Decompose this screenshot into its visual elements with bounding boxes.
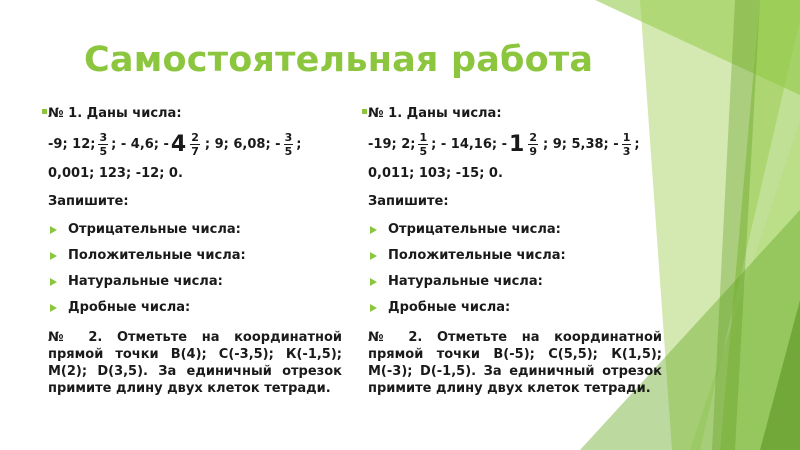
- fraction-denominator: 3: [622, 144, 631, 158]
- fraction: [622, 131, 632, 158]
- numbers-text: ;: [634, 136, 640, 152]
- arrow-bullet-icon: [50, 252, 57, 260]
- arrow-bullet-icon: [50, 304, 57, 312]
- list-item: [48, 269, 342, 295]
- arrow-bullet-icon: [370, 278, 377, 286]
- fraction-denominator: 5: [284, 144, 293, 158]
- task-2-text: № 2. Отметьте на координатной прямой точки В(-5); С(5,5); К(1,5); М(-3); D(-1,5). За единичный отрезок примите длину двух клеток тетради.: [368, 330, 662, 396]
- arrow-bullet-icon: [370, 252, 377, 260]
- list-item: [368, 217, 662, 243]
- fraction: [528, 131, 538, 158]
- task-2-text: № 2. Отметьте на координатной прямой точки В(4); С(-3,5); К(-1,5); М(2); D(3,5). За единичный отрезок примите длину двух клеток тетради.: [48, 330, 342, 396]
- numbers-text: ; 9; 5,38; -: [542, 136, 619, 152]
- fraction: [190, 131, 200, 158]
- fraction: [98, 131, 108, 158]
- mixed-number: [171, 131, 203, 158]
- list-item-text: Натуральные числа:: [68, 274, 223, 289]
- numbers-line-1: [368, 125, 662, 163]
- mixed-number: [509, 131, 541, 158]
- fraction-denominator: 7: [191, 144, 199, 158]
- mixed-whole: 4: [170, 131, 187, 157]
- list-item: [48, 295, 342, 321]
- fraction-numerator: 3: [284, 130, 293, 144]
- numbers-text: ; 9; 6,08; -: [204, 136, 281, 152]
- list-item-text: Положительные числа:: [388, 248, 566, 263]
- list-item-text: Отрицательные числа:: [388, 222, 561, 237]
- variant-1-column: [48, 103, 342, 397]
- arrow-bullet-icon: [50, 278, 57, 286]
- numbers-text: ; - 14,16; -: [431, 136, 508, 152]
- numbers-line-2: 0,011; 103; -15; 0.: [368, 166, 503, 181]
- numbers-line-1: [48, 125, 342, 163]
- list-item: [48, 243, 342, 269]
- list-item: [48, 217, 342, 243]
- page-title: Самостоятельная работа: [84, 40, 594, 80]
- numbers-text: ; - 4,6; -: [111, 136, 169, 152]
- list-item-text: Положительные числа:: [68, 248, 246, 263]
- mixed-whole: 1: [509, 131, 525, 157]
- list-item: [368, 295, 662, 321]
- fraction-denominator: 5: [419, 144, 428, 158]
- write-label: Запишите:: [368, 194, 449, 209]
- numbers-text: -19; 2;: [368, 136, 416, 152]
- answer-list: [48, 217, 342, 321]
- arrow-bullet-icon: [50, 226, 57, 234]
- variant-2-column: [368, 103, 662, 397]
- numbers-line-2: 0,001; 123; -12; 0.: [48, 166, 183, 181]
- list-item-text: Дробные числа:: [68, 300, 191, 315]
- fraction: [284, 131, 294, 158]
- list-item: [368, 269, 662, 295]
- task-1-heading: № 1. Даны числа:: [48, 106, 182, 121]
- list-item: [368, 243, 662, 269]
- fraction-numerator: 1: [622, 130, 631, 144]
- fraction: [418, 131, 428, 158]
- fraction-denominator: 9: [529, 144, 537, 158]
- fraction-numerator: 1: [419, 130, 428, 144]
- numbers-text: -9; 12;: [48, 136, 96, 152]
- task-1-heading: № 1. Даны числа:: [368, 106, 502, 121]
- answer-list: [368, 217, 662, 321]
- fraction-denominator: 5: [99, 144, 108, 158]
- list-item-text: Отрицательные числа:: [68, 222, 241, 237]
- arrow-bullet-icon: [370, 304, 377, 312]
- numbers-text: ;: [296, 136, 302, 152]
- list-item-text: Натуральные числа:: [388, 274, 543, 289]
- fraction-numerator: 3: [99, 130, 108, 144]
- fraction-numerator: 2: [529, 130, 537, 144]
- fraction-numerator: 2: [191, 130, 199, 144]
- list-item-text: Дробные числа:: [388, 300, 511, 315]
- accent-marker: [362, 109, 367, 114]
- accent-marker: [42, 109, 47, 114]
- write-label: Запишите:: [48, 194, 129, 209]
- arrow-bullet-icon: [370, 226, 377, 234]
